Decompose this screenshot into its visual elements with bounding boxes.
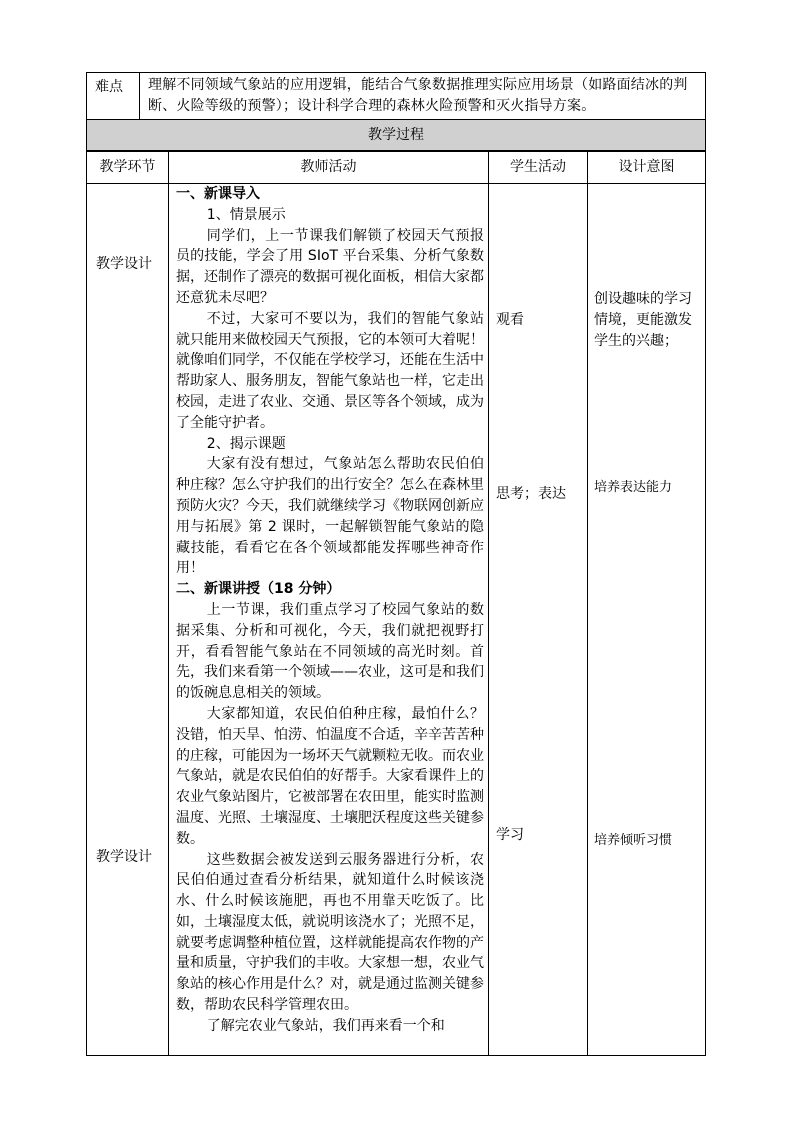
- student-activity: 思考；表达: [496, 486, 566, 502]
- column-divider: [587, 152, 588, 1055]
- difficulty-text: 理解不同领域气象站的应用逻辑，能结合气象数据推理实际应用场景（如路面结冰的判断、火险等级的预警）；设计科学合理的森林火险预警和灭火指导方案。: [140, 73, 706, 120]
- design-intent: 创设趣味的学习情境，更能激发学生的兴趣；: [594, 291, 692, 349]
- teacher-activity-text: [176, 184, 484, 1037]
- difficulty-label: 难点: [87, 73, 140, 120]
- student-activity: 学习: [496, 827, 524, 843]
- design-intent: 培养倾听习惯: [594, 833, 673, 848]
- teacher-paragraph: 不过，大家可不要以为，我们的智能气象站就只能用来做校园天气预报，它的本领可大着呢！就像咱们同学，不仅能在学校学习，还能在生活中帮助家人、服务朋友，智能气象站也一样，它走出校园，走进了农业、交通、景区等各个领域，成为了全能守护者。: [176, 310, 484, 431]
- teacher-paragraph: 1、情景展示: [206, 206, 286, 223]
- teacher-paragraph: 二、新课讲授（18 分钟）: [176, 581, 341, 598]
- column-divider: [488, 152, 489, 1055]
- teacher-paragraph: 2、揭示课题: [206, 435, 286, 452]
- stage-label: 教学设计: [96, 256, 152, 272]
- header-teacher-activity: 教师活动: [300, 159, 357, 175]
- header-design-intent: 设计意图: [618, 159, 675, 175]
- header-stage: 教学环节: [99, 159, 156, 175]
- header-student-activity: 学生活动: [510, 159, 566, 175]
- teacher-paragraph: 了解完农业气象站，我们再来看一个和: [206, 1017, 445, 1034]
- difficulty-table: [86, 72, 706, 120]
- teacher-paragraph: 同学们，上一节课我们解锁了校园天气预报员的技能，学会了用 SIoT 平台采集、分析气象数据，还制作了漂亮的数据可视化面板，相信大家都还意犹未尽吧？: [176, 227, 484, 306]
- column-divider: [168, 152, 169, 1055]
- design-intent: 培养表达能力: [594, 480, 673, 495]
- teacher-paragraph: 一、新课导入: [176, 186, 260, 202]
- teaching-process-table: [86, 151, 706, 1056]
- teacher-paragraph: 这些数据会被发送到云服务器进行分析，农民伯伯通过查看分析结果，就知道什么时候该浇水、什么时候该施肥，再也不用靠天吃饭了。比如，土壤湿度太低，就说明该浇水了；光照不足，就要考虑调整种植位置，这样就能提高农作物的产量和质量，守护我们的丰收。大家想一想，农业气象站的核心作用是什么？对，就是通过监测关键参数，帮助农民科学管理农田。: [176, 851, 484, 1014]
- teacher-paragraph: 上一节课，我们重点学习了校园气象站的数据采集、分析和可视化，今天，我们就把视野打开，看看智能气象站在不同领域的高光时刻。首先，我们来看第一个领域——农业，这可是和我们的饭碗息息相关的领域。: [176, 601, 484, 702]
- teacher-paragraph: 大家都知道，农民伯伯种庄稼，最怕什么？没错，怕天旱、怕涝、怕温度不合适，辛辛苦苦种的庄稼，可能因为一场坏天气就颗粒无收。而农业气象站，就是农民伯伯的好帮手。大家看课件上的农业气象站图片，它被部署在农田里，能实时监测温度、光照、土壤湿度、土壤肥沃程度这些关键参数。: [176, 705, 484, 847]
- section-title: 教学过程: [86, 119, 706, 151]
- teacher-paragraph: 大家有没有想过，气象站怎么帮助农民伯伯种庄稼？怎么守护我们的出行安全？怎么在森林里预防火灾？今天，我们就继续学习《物联网创新应用与拓展》第 2 课时，一起解锁智能气象站的隐藏技能，看看它在各个领域都能发挥哪些神奇作用！: [176, 456, 484, 577]
- stage-label: 教学设计: [96, 849, 152, 865]
- student-activity: 观看: [496, 312, 524, 328]
